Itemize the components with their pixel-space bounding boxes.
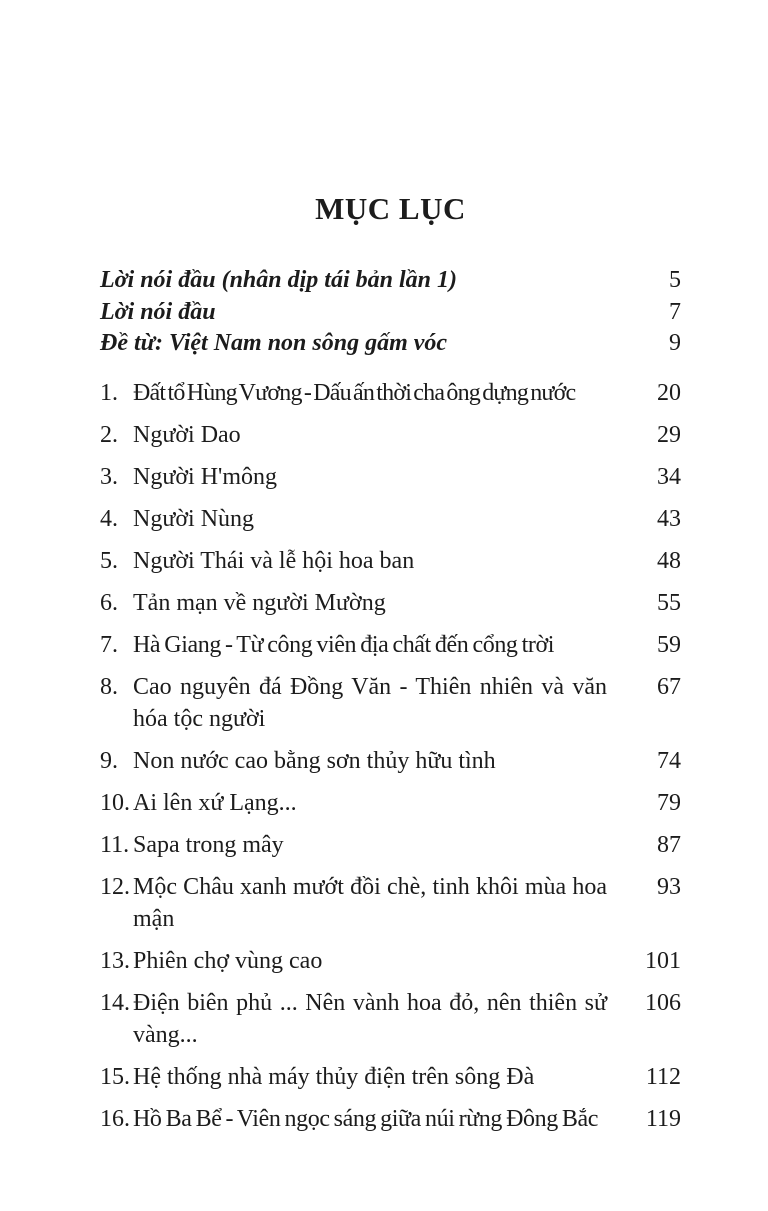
- front-matter-row: [100, 265, 681, 297]
- entry-page-number: 34: [657, 463, 681, 490]
- front-matter-page-number: 7: [669, 298, 681, 325]
- entry-title: Mộc Châu xanh mướt đồi chè, tinh khôi mùa hoa mận: [133, 873, 607, 932]
- entry-page-number: 93: [657, 873, 681, 900]
- toc-entry-row: [100, 419, 681, 451]
- entry-number: 4.: [100, 505, 118, 532]
- entry-page-number: 106: [645, 989, 681, 1016]
- entry-page-number: 20: [657, 379, 681, 406]
- entry-page-number: 87: [657, 831, 681, 858]
- entry-title: Sapa trong mây: [133, 831, 284, 858]
- entry-number: 1.: [100, 379, 118, 406]
- entry-title: Ai lên xứ Lạng...: [133, 789, 297, 816]
- front-matter-row: [100, 297, 681, 329]
- toc-entry-row: [100, 671, 681, 735]
- toc-entry-row: [100, 377, 681, 409]
- entry-title: Người Nùng: [133, 505, 255, 532]
- toc-entry-row: [100, 545, 681, 577]
- entry-page-number: 74: [657, 747, 681, 774]
- toc-entry-row: [100, 1061, 681, 1093]
- entry-title: Người Thái và lễ hội hoa ban: [133, 547, 415, 574]
- front-matter-label: Lời nói đầu: [100, 298, 216, 325]
- toc-entry-row: [100, 587, 681, 619]
- entry-number: 11.: [100, 831, 130, 858]
- entry-page-number: 67: [657, 673, 681, 700]
- entry-title: Non nước cao bằng sơn thủy hữu tình: [133, 747, 496, 774]
- entry-title: Đất tổ Hùng Vương - Dấu ấn thời cha ông dựng nước: [133, 379, 576, 406]
- entry-number: 13.: [100, 947, 130, 974]
- entry-number: 14.: [100, 989, 130, 1016]
- entry-number: 16.: [100, 1105, 130, 1132]
- entry-page-number: 29: [657, 421, 681, 448]
- toc-entry-row: [100, 829, 681, 861]
- entry-page-number: 55: [657, 589, 681, 616]
- page-title: MỤC LỤC: [315, 191, 466, 226]
- toc-entry-row: [100, 1103, 681, 1135]
- entry-title: Điện biên phủ ... Nên vành hoa đỏ, nên thiên sử vàng...: [133, 989, 607, 1048]
- entry-number: 7.: [100, 631, 118, 658]
- toc-entry-row: [100, 503, 681, 535]
- entry-number: 15.: [100, 1063, 130, 1090]
- toc-entry-row: [100, 787, 681, 819]
- front-matter-row: [100, 328, 681, 360]
- chapter-list: [100, 377, 681, 1135]
- toc-entry-row: [100, 745, 681, 777]
- entry-number: 5.: [100, 547, 118, 574]
- entry-page-number: 112: [645, 1063, 681, 1090]
- front-matter-page-number: 9: [669, 330, 681, 356]
- front-matter-label: Đề từ: Việt Nam non sông gấm vóc: [100, 330, 448, 356]
- entry-title: Cao nguyên đá Đồng Văn - Thiên nhiên và văn hóa tộc người: [133, 673, 607, 732]
- entry-title: Người H'mông: [133, 463, 278, 490]
- entry-number: 12.: [100, 873, 130, 900]
- entry-number: 9.: [100, 747, 118, 774]
- toc-entry-row: [100, 461, 681, 493]
- entry-title: Người Dao: [133, 421, 241, 448]
- front-matter-page-number: 5: [669, 267, 681, 293]
- toc-entry-row: [100, 629, 681, 661]
- entry-page-number: 119: [645, 1105, 681, 1132]
- toc-entry-row: [100, 871, 681, 935]
- entry-page-number: 43: [657, 505, 681, 532]
- entry-page-number: 101: [645, 947, 681, 974]
- entry-title: Hệ thống nhà máy thủy điện trên sông Đà: [133, 1063, 535, 1090]
- entry-title: Tản mạn về người Mường: [133, 589, 386, 616]
- entry-title: Hà Giang - Từ công viên địa chất đến cổng trời: [133, 631, 555, 658]
- toc-entry-row: [100, 945, 681, 977]
- entry-number: 10.: [100, 789, 130, 816]
- entry-page-number: 59: [657, 631, 681, 658]
- front-matter-section: [100, 265, 681, 360]
- toc-entry-row: [100, 987, 681, 1051]
- entry-number: 2.: [100, 421, 118, 448]
- entry-number: 6.: [100, 589, 118, 616]
- entry-title: Phiên chợ vùng cao: [133, 947, 323, 974]
- entry-title: Hồ Ba Bể - Viên ngọc sáng giữa núi rừng Đông Bắc: [133, 1105, 599, 1132]
- entry-number: 3.: [100, 463, 118, 490]
- entry-page-number: 48: [657, 547, 681, 574]
- entry-page-number: 79: [657, 789, 681, 816]
- front-matter-label: Lời nói đầu (nhân dịp tái bản lần 1): [100, 267, 457, 293]
- entry-number: 8.: [100, 673, 118, 700]
